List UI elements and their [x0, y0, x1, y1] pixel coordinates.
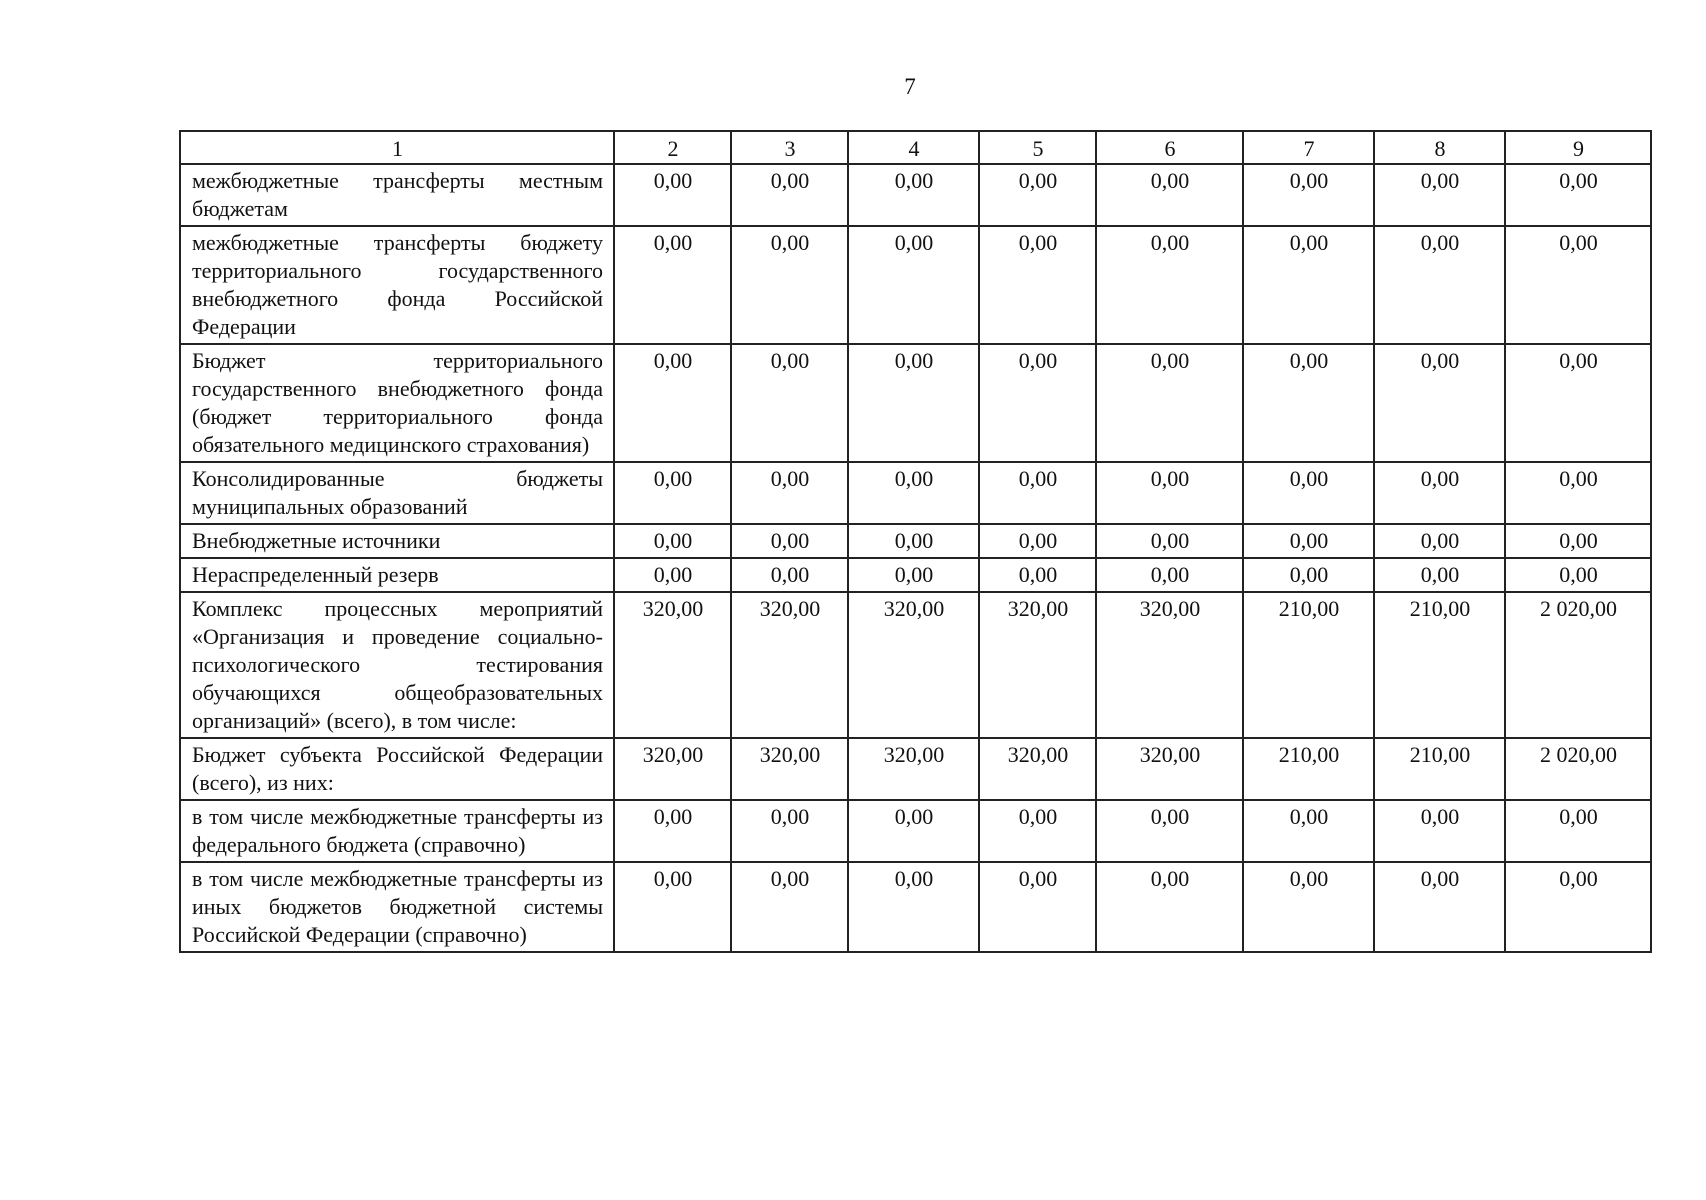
value-cell: 0,00 [614, 462, 731, 524]
row-label: в том числе межбюджетные трансферты из иных бюджетов бюджетной системы Российской Федерации (справочно) [180, 862, 614, 952]
value-cell: 0,00 [1505, 344, 1651, 462]
page-number: 7 [904, 74, 916, 99]
value-cell: 210,00 [1374, 738, 1505, 800]
value-cell: 0,00 [1374, 558, 1505, 592]
value-cell: 0,00 [731, 164, 848, 226]
row-label: Комплекс процессных мероприятий «Организация и проведение социально-психологического тестирования обучающихся общеобразовательных организаций» (всего), в том числе: [180, 592, 614, 738]
table-row [180, 226, 1651, 344]
column-header: 5 [979, 131, 1096, 164]
value-cell: 0,00 [848, 524, 979, 558]
row-label: Нераспределенный резерв [180, 558, 614, 592]
table-row [180, 524, 1651, 558]
value-cell: 0,00 [1243, 558, 1374, 592]
column-header: 9 [1505, 131, 1651, 164]
value-cell: 0,00 [1374, 524, 1505, 558]
value-cell: 0,00 [1505, 524, 1651, 558]
value-cell: 0,00 [979, 800, 1096, 862]
value-cell: 320,00 [731, 738, 848, 800]
table-row [180, 344, 1651, 462]
value-cell: 0,00 [1374, 462, 1505, 524]
value-cell: 0,00 [848, 558, 979, 592]
table-row [180, 462, 1651, 524]
value-cell: 0,00 [614, 226, 731, 344]
row-label: Бюджет территориального государственного внебюджетного фонда (бюджет территориального фонда обязательного медицинского страхования) [180, 344, 614, 462]
value-cell: 0,00 [1374, 344, 1505, 462]
row-label: Внебюджетные источники [180, 524, 614, 558]
row-label: межбюджетные трансферты местным бюджетам [180, 164, 614, 226]
column-header: 8 [1374, 131, 1505, 164]
value-cell: 0,00 [614, 558, 731, 592]
budget-table [179, 130, 1652, 953]
value-cell: 320,00 [1096, 592, 1243, 738]
value-cell: 0,00 [1505, 462, 1651, 524]
value-cell: 210,00 [1243, 592, 1374, 738]
value-cell: 0,00 [1505, 862, 1651, 952]
value-cell: 0,00 [614, 164, 731, 226]
value-cell: 320,00 [979, 738, 1096, 800]
value-cell: 0,00 [1243, 800, 1374, 862]
value-cell: 0,00 [979, 524, 1096, 558]
value-cell: 0,00 [1096, 558, 1243, 592]
value-cell: 0,00 [614, 862, 731, 952]
value-cell: 0,00 [848, 226, 979, 344]
column-header: 7 [1243, 131, 1374, 164]
column-header: 1 [180, 131, 614, 164]
table-row [180, 558, 1651, 592]
value-cell: 210,00 [1243, 738, 1374, 800]
value-cell: 320,00 [848, 592, 979, 738]
value-cell: 0,00 [614, 800, 731, 862]
value-cell: 0,00 [1505, 800, 1651, 862]
column-header: 2 [614, 131, 731, 164]
value-cell: 0,00 [1096, 524, 1243, 558]
value-cell: 2 020,00 [1505, 738, 1651, 800]
row-label: Бюджет субъекта Российской Федерации (всего), из них: [180, 738, 614, 800]
value-cell: 0,00 [731, 462, 848, 524]
value-cell: 0,00 [979, 558, 1096, 592]
table-row [180, 800, 1651, 862]
column-header: 6 [1096, 131, 1243, 164]
value-cell: 0,00 [1096, 164, 1243, 226]
value-cell: 0,00 [979, 344, 1096, 462]
value-cell: 0,00 [1096, 344, 1243, 462]
value-cell: 0,00 [731, 524, 848, 558]
row-label: в том числе межбюджетные трансферты из федерального бюджета (справочно) [180, 800, 614, 862]
value-cell: 210,00 [1374, 592, 1505, 738]
value-cell: 0,00 [1505, 558, 1651, 592]
column-header: 4 [848, 131, 979, 164]
value-cell: 0,00 [848, 164, 979, 226]
value-cell: 0,00 [731, 558, 848, 592]
table-row [180, 862, 1651, 952]
value-cell: 0,00 [848, 862, 979, 952]
value-cell: 0,00 [1243, 344, 1374, 462]
value-cell: 0,00 [614, 344, 731, 462]
value-cell: 320,00 [731, 592, 848, 738]
value-cell: 0,00 [1096, 800, 1243, 862]
value-cell: 0,00 [1243, 462, 1374, 524]
value-cell: 0,00 [1505, 164, 1651, 226]
value-cell: 0,00 [848, 462, 979, 524]
value-cell: 320,00 [614, 592, 731, 738]
value-cell: 320,00 [979, 592, 1096, 738]
value-cell: 320,00 [1096, 738, 1243, 800]
value-cell: 0,00 [731, 226, 848, 344]
value-cell: 0,00 [1096, 462, 1243, 524]
value-cell: 320,00 [614, 738, 731, 800]
value-cell: 2 020,00 [1505, 592, 1651, 738]
value-cell: 0,00 [1374, 226, 1505, 344]
value-cell: 0,00 [1096, 862, 1243, 952]
value-cell: 0,00 [1243, 524, 1374, 558]
value-cell: 0,00 [848, 344, 979, 462]
value-cell: 0,00 [1505, 226, 1651, 344]
value-cell: 0,00 [1374, 164, 1505, 226]
row-label: межбюджетные трансферты бюджету территориального государственного внебюджетного фонда Российской Федерации [180, 226, 614, 344]
table-row [180, 738, 1651, 800]
value-cell: 0,00 [1096, 226, 1243, 344]
value-cell: 0,00 [1243, 862, 1374, 952]
row-label: Консолидированные бюджеты муниципальных образований [180, 462, 614, 524]
value-cell: 0,00 [1243, 226, 1374, 344]
column-header: 3 [731, 131, 848, 164]
value-cell: 0,00 [731, 800, 848, 862]
value-cell: 0,00 [848, 800, 979, 862]
value-cell: 0,00 [979, 164, 1096, 226]
value-cell: 0,00 [1374, 862, 1505, 952]
header-row [180, 131, 1651, 164]
value-cell: 0,00 [731, 862, 848, 952]
value-cell: 0,00 [1243, 164, 1374, 226]
value-cell: 0,00 [614, 524, 731, 558]
value-cell: 0,00 [979, 462, 1096, 524]
value-cell: 0,00 [1374, 800, 1505, 862]
value-cell: 0,00 [979, 226, 1096, 344]
value-cell: 320,00 [848, 738, 979, 800]
table-row [180, 164, 1651, 226]
value-cell: 0,00 [979, 862, 1096, 952]
value-cell: 0,00 [731, 344, 848, 462]
table-row [180, 592, 1651, 738]
